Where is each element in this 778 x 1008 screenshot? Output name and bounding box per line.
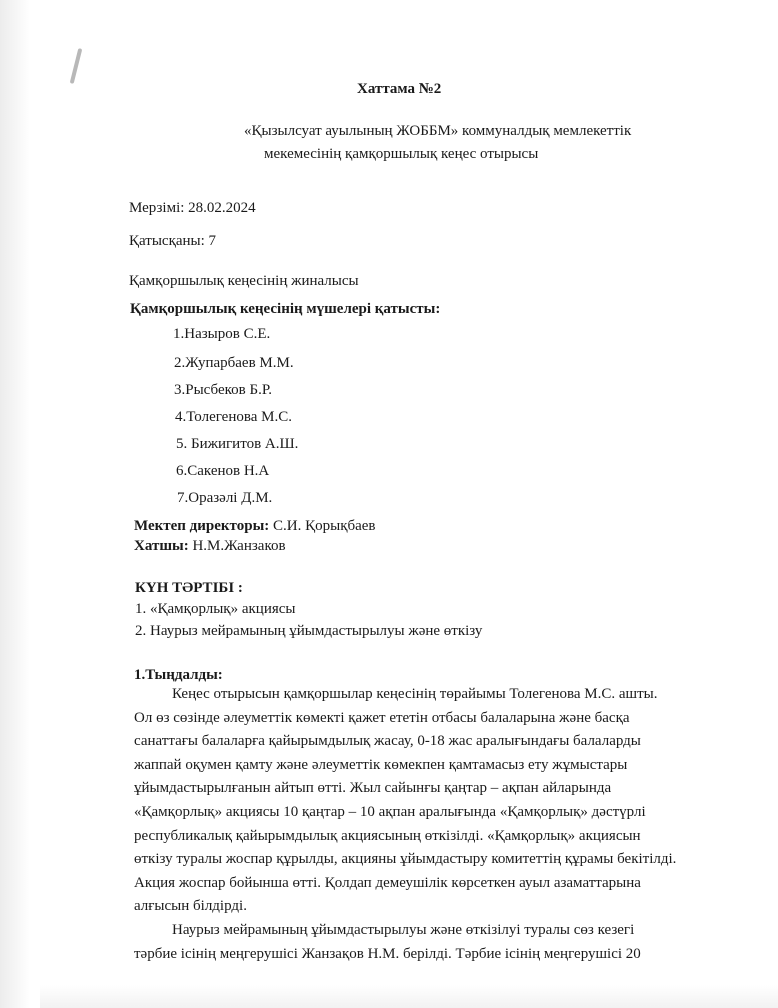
- section-body: [134, 683, 694, 966]
- director-name: С.И. Қорықбаев: [269, 518, 376, 534]
- body-line: Ол өз сөзінде әлеуметтік көмекті қажет ететін отбасы балаларына және басқа: [134, 709, 630, 726]
- meeting-date: Мерзімі: 28.02.2024: [129, 200, 256, 216]
- body-line: алғысын білдірді.: [134, 898, 247, 915]
- body-line: Наурыз мейрамының ұйымдастырылуы және өткізілуі туралы сөз кезегі: [172, 921, 635, 938]
- secretary-name: Н.М.Жанзаков: [188, 538, 286, 554]
- scan-edge-shadow: [0, 0, 30, 1008]
- body-line: Акция жоспар бойынша өтті. Қолдап демеушілік көрсеткен ауыл азаматтарына: [134, 874, 641, 891]
- body-line: тәрбие ісінің меңгерушісі Жанзақов Н.М. берілді. Тәрбие ісінің меңгерушісі 20: [134, 945, 641, 962]
- meeting-type: Қамқоршылық кеңесінің жиналысы: [129, 273, 359, 289]
- body-line: ұйымдастырылғанын айтып өтті. Жыл сайынғы қаңтар – ақпан айларында: [134, 780, 612, 797]
- agenda-item: 1. «Қамқорлық» акциясы: [135, 601, 296, 617]
- attendance-count: Қатысқаны: 7: [129, 233, 217, 249]
- secretary-line: [134, 537, 286, 556]
- body-line: жаппай оқумен қамту және әлеуметтік көмекпен қамтамасыз ету жұмыстары: [134, 756, 628, 773]
- body-line: «Қамқорлық» акциясы 10 қаңтар – 10 ақпан аралығында «Қамқорлық» дәстүрлі: [134, 803, 646, 820]
- member-item: 3.Рысбеков Б.Р.: [174, 382, 273, 398]
- subtitle-line-2: мекемесінің қамқоршылық кеңес отырысы: [264, 146, 539, 162]
- document-title: Хаттама №2: [357, 81, 442, 97]
- secretary-label: Хатшы:: [134, 538, 189, 554]
- body-line: Кеңес отырысын қамқоршылар кеңесінің төрайымы Толегенова М.С. ашты.: [172, 686, 658, 702]
- body-line: өткізу туралы жоспар құрылды, акцияны ұйымдастыру комитеттің құрамы бекітілді.: [134, 851, 677, 868]
- subtitle-line-1: «Қызылсуат ауылының ЖОББМ» коммуналдық мемлекеттік: [244, 123, 632, 139]
- director-line: [134, 517, 376, 536]
- member-item: 1.Назыров С.Е.: [173, 326, 271, 342]
- body-line: республикалық қайырымдылық акциясының өткізілді. «Қамқорлық» акциясын: [134, 827, 641, 844]
- scan-bottom-shade: [40, 985, 778, 1008]
- member-item: 4.Толегенова М.С.: [175, 409, 293, 425]
- director-label: Мектеп директоры:: [134, 518, 270, 534]
- member-item: 2.Жупарбаев М.М.: [174, 355, 294, 371]
- member-item: 7.Оразәлі Д.М.: [177, 490, 273, 506]
- agenda-item: 2. Наурыз мейрамының ұйымдастырылуы және өткізу: [135, 623, 483, 639]
- pen-mark: [70, 48, 83, 84]
- agenda-heading: КҮН ТӘРТІБІ :: [135, 580, 243, 596]
- section-heading: 1.Тыңдалды:: [134, 667, 223, 683]
- body-line: санаттағы балаларға қайырымдылық жасау, 0-18 жас аралығындағы балаларды: [134, 733, 641, 750]
- member-item: 6.Сакенов Н.А: [176, 463, 270, 479]
- members-heading: Қамқоршылық кеңесінің мүшелері қатысты:: [130, 301, 441, 317]
- member-item: 5. Бижигитов А.Ш.: [176, 436, 299, 452]
